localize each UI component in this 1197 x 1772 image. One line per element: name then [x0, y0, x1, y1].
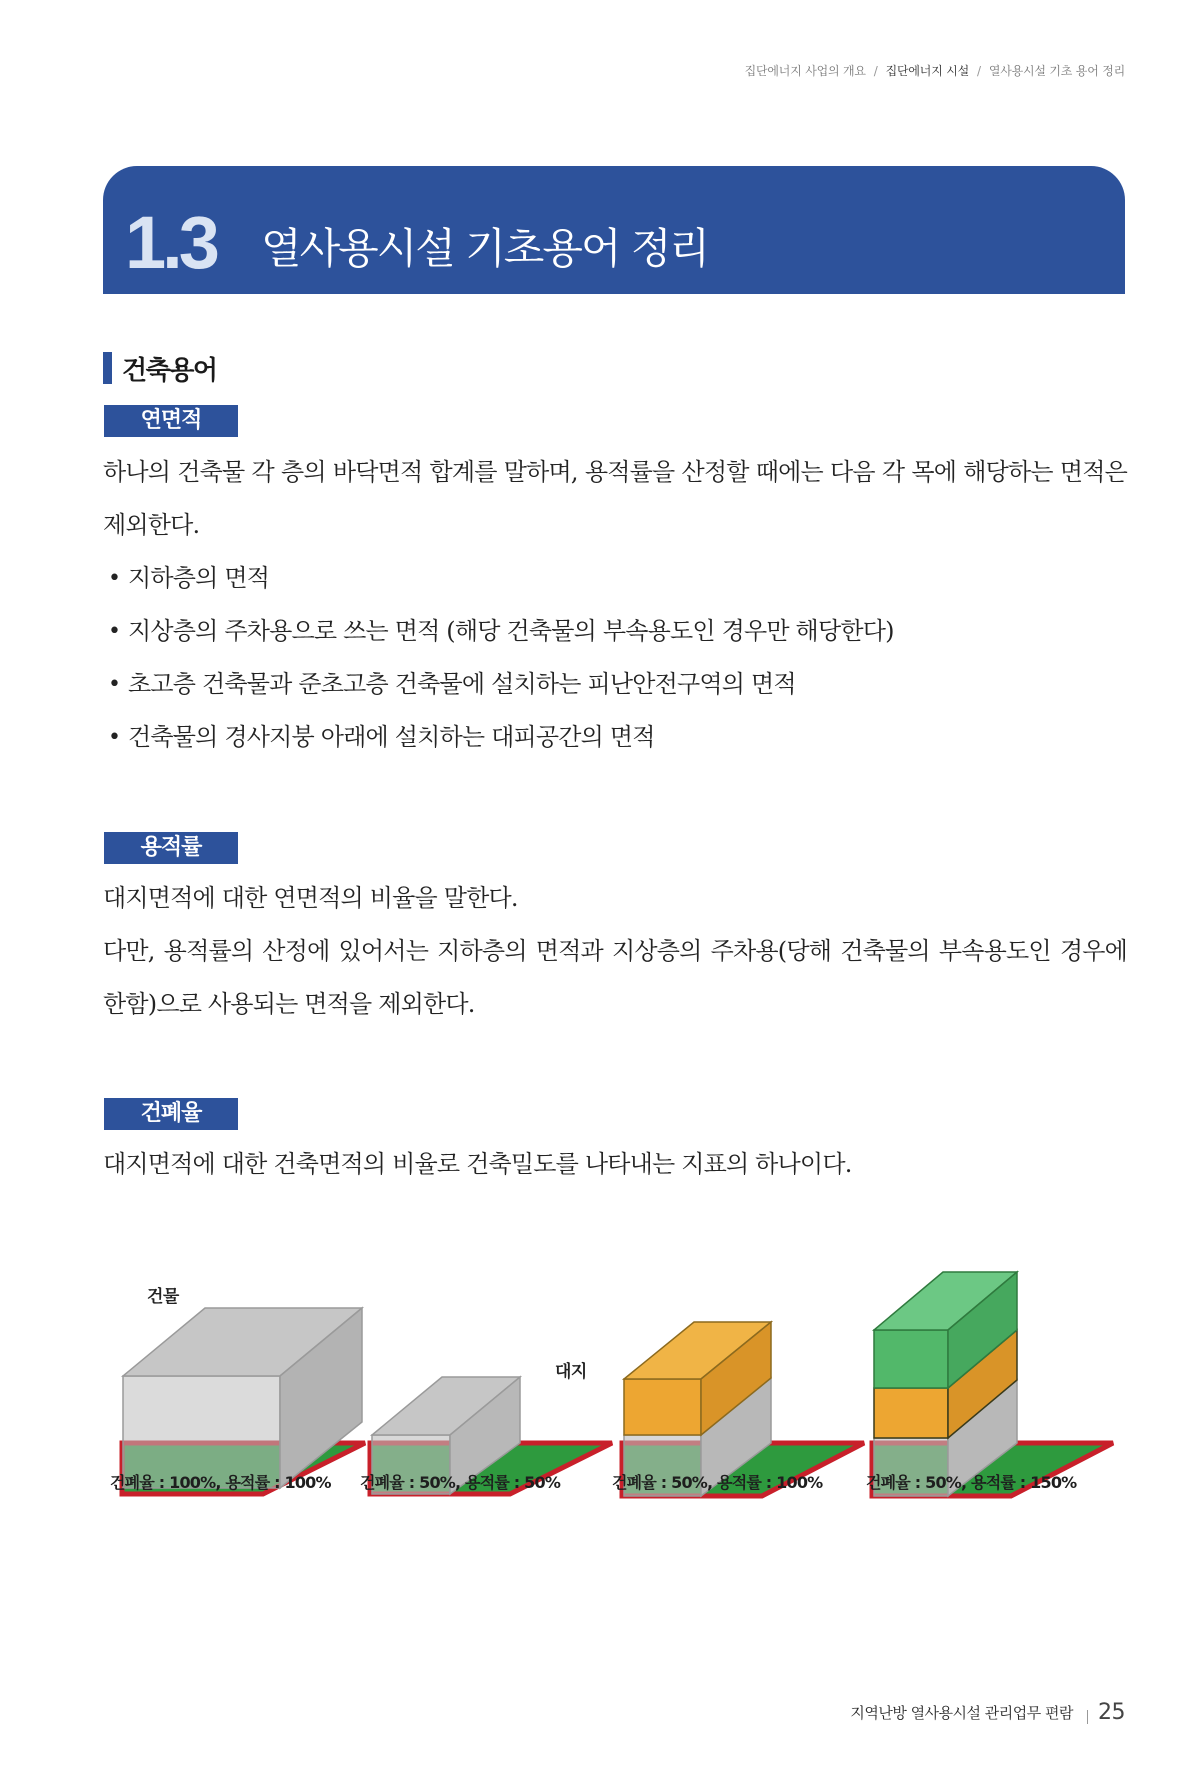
breadcrumb-item: 열사용시설 기초 용어 정리 [988, 64, 1125, 78]
building-upper-floor-front [624, 1379, 701, 1435]
list-item: • 지상층의 주차용으로 쓰는 면적 (해당 건축물의 부속용도인 경우만 해당한다) [108, 605, 1108, 658]
term-tag-floor-area-ratio: 용적률 [104, 832, 238, 864]
diagram-label-site: 대지 [555, 1362, 587, 1382]
term-paragraph: 다만, 용적률의 산정에 있어서는 지하층의 면적과 지상층의 주차용(당해 건축물의 부속용도인 경우에 한함)으로 사용되는 면적을 제외한다. [103, 937, 1127, 1018]
term-paragraph: 대지면적에 대한 연면적의 비율을 말한다. [103, 884, 518, 912]
breadcrumb-item: 집단에너지 사업의 개요 [744, 64, 866, 78]
chapter-number: 1.3 [125, 201, 216, 284]
diagram-caption: 건폐율 : 50%, 용적률 : 150% [866, 1473, 1077, 1492]
list-item: • 건축물의 경사지붕 아래에 설치하는 대피공간의 면적 [108, 711, 1108, 764]
diagram-caption: 건폐율 : 50%, 용적률 : 50% [360, 1473, 561, 1492]
figure-1 [122, 1308, 365, 1494]
term-tag-gross-floor-area: 연면적 [104, 405, 238, 437]
section-title: 건축용어 [122, 355, 217, 386]
term-paragraph: 하나의 건축물 각 층의 바닥면적 합계를 말하며, 용적률을 산정할 때에는 다음 각 목에 해당하는 면적은 제외한다. [103, 458, 1127, 539]
diagram-caption: 건폐율 : 100%, 용적률 : 100% [110, 1473, 331, 1492]
list-item: • 초고층 건축물과 준초고층 건축물에 설치하는 피난안전구역의 면적 [108, 658, 1108, 711]
chapter-banner [103, 166, 1125, 294]
term-bullet-list [108, 552, 1108, 764]
diagram-caption: 건폐율 : 50%, 용적률 : 100% [612, 1473, 823, 1492]
figure-4 [872, 1272, 1113, 1496]
building-second-floor-front [874, 1388, 948, 1438]
breadcrumb-separator: / [976, 64, 981, 78]
term-tag-building-coverage: 건폐율 [104, 1098, 238, 1130]
page-footer [850, 1700, 1125, 1725]
coverage-ratio-diagram [100, 1250, 1130, 1500]
term-paragraph: 대지면적에 대한 건축면적의 비율로 건축밀도를 나타내는 지표의 하나이다. [103, 1150, 852, 1178]
building-third-floor-front [874, 1330, 948, 1388]
book-title: 지역난방 열사용시설 관리업무 편람 [850, 1704, 1073, 1722]
breadcrumb-separator: / [873, 64, 878, 78]
page-number: 25 [1098, 1700, 1125, 1725]
diagram-label-building: 건물 [147, 1287, 179, 1307]
footer-divider [1087, 1710, 1088, 1724]
section-heading [103, 352, 216, 384]
breadcrumb-item: 집단에너지 시설 [885, 64, 969, 78]
breadcrumb [745, 62, 1125, 79]
chapter-title: 열사용시설 기초용어 정리 [261, 224, 708, 273]
list-item: • 지하층의 면적 [108, 552, 1108, 605]
section-marker [103, 352, 112, 384]
